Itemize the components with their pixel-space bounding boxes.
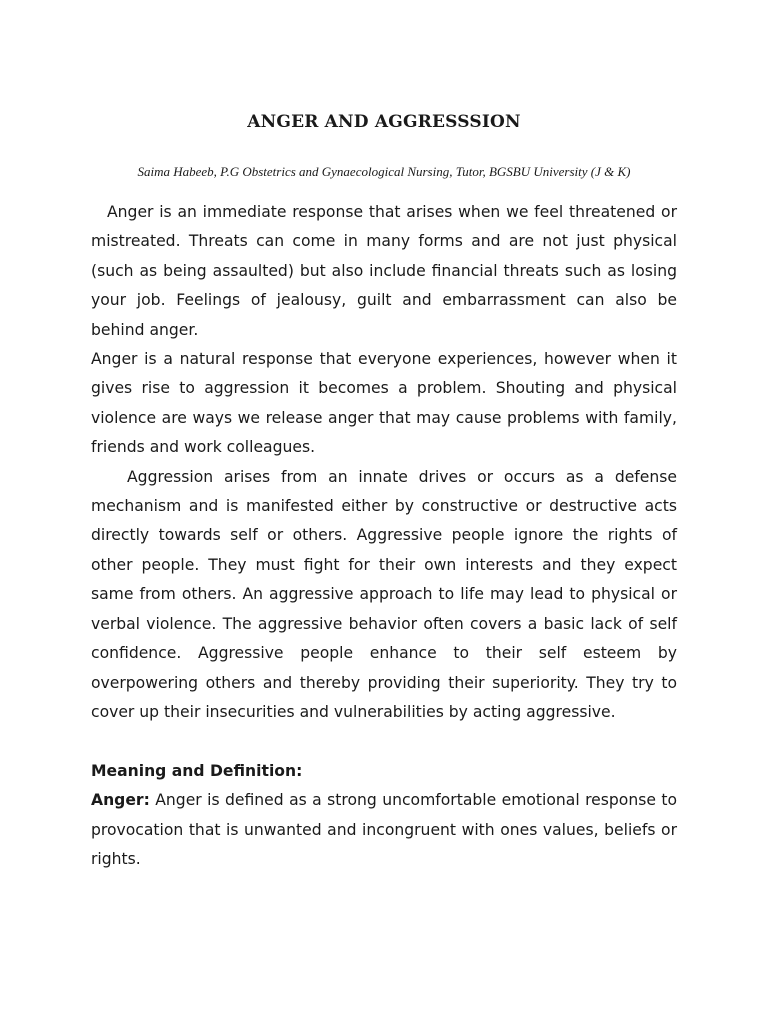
- section-heading: Meaning and Definition:: [91, 761, 303, 780]
- document-title: ANGER AND AGGRESSSION: [247, 112, 521, 132]
- paragraph-aggression: Aggression arises from an innate drives or occurs as a defense mechanism and is manifested either by constructive or destructive acts directly towards self or others. Aggressive people ignore the rights of other people. They must fight for their own interests and they expect same from others. An aggressive approach to life may lead to physical or verbal violence. The aggressive behavior often covers a basic lack of self confidence. Aggressive people enhance to their self esteem by overpowering others and thereby providing their superiority. They try to cover up their insecurities and vulnerabilities by acting aggressive.: [91, 467, 677, 721]
- paragraph-anger-natural: Anger is a natural response that everyone experiences, however when it gives rise to aggression it becomes a problem. Shouting and physical violence are ways we release anger that may cause problems with family, friends and work colleagues.: [91, 350, 677, 457]
- definition-anger: [91, 786, 677, 874]
- blank-line: [91, 727, 677, 756]
- definition-text: Anger is defined as a strong uncomfortable emotional response to provocation that is unwanted and incongruent with ones values, beliefs or rights.: [91, 791, 677, 868]
- paragraph-anger-intro: Anger is an immediate response that arises when we feel threatened or mistreated. Threats can come in many forms and are not just physical (such as being assaulted) but also include financial threats such as losing your job. Feelings of jealousy, guilt and embarrassment can also be behind anger.: [91, 203, 677, 339]
- document-body: [91, 198, 677, 874]
- definition-term: Anger:: [91, 791, 150, 810]
- author-line: Saima Habeeb, P.G Obstetrics and Gynaecological Nursing, Tutor, BGSBU University (J & K): [137, 164, 631, 179]
